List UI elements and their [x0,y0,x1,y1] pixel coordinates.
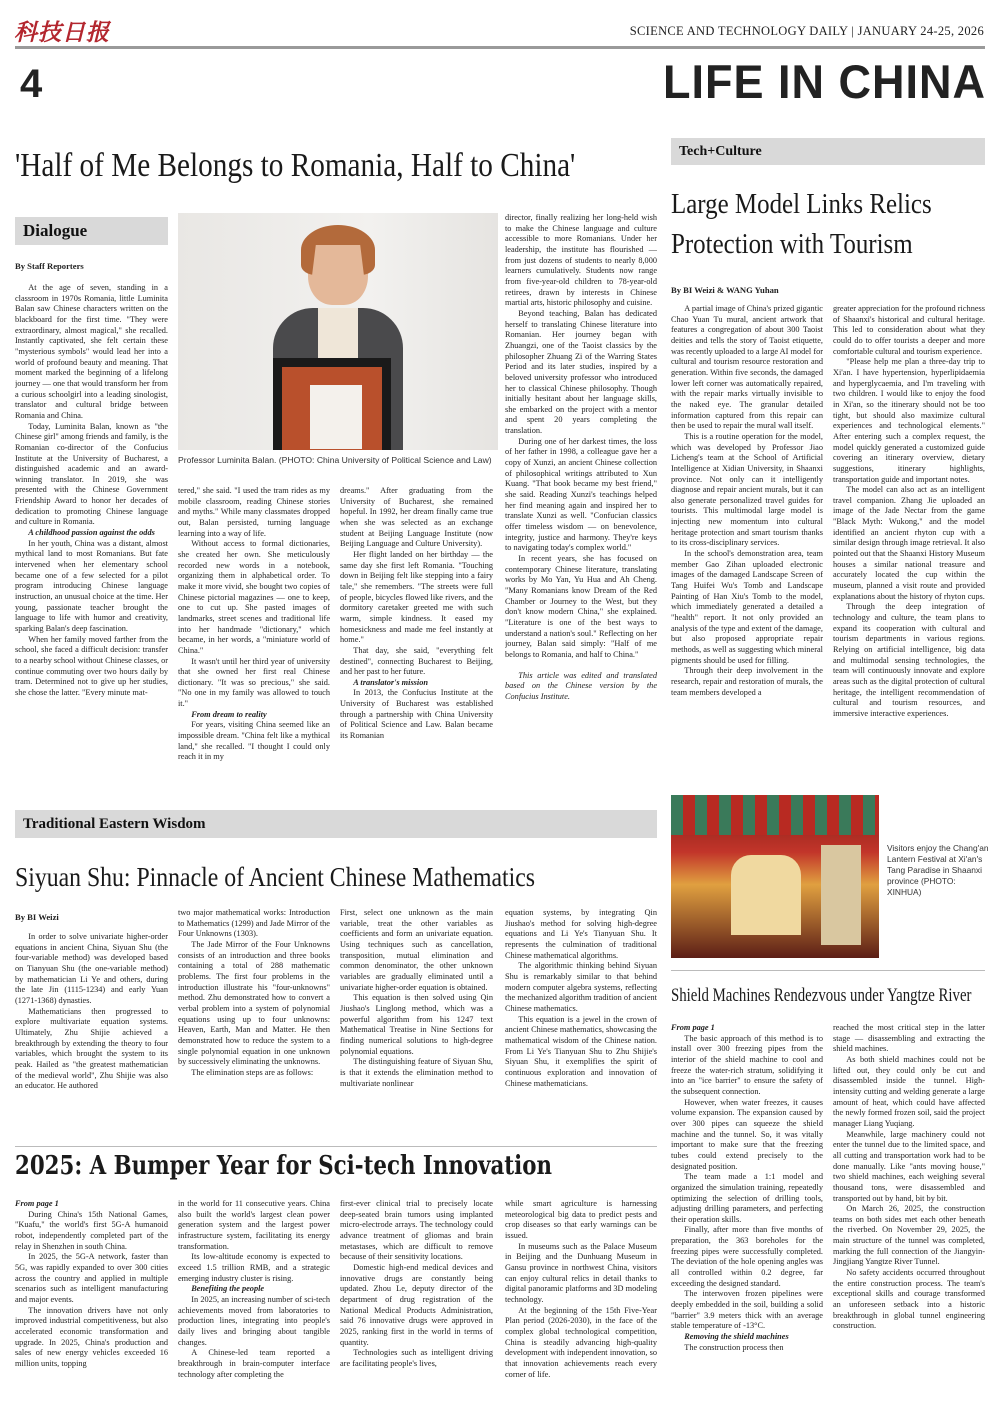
label-traditional-wisdom: Traditional Eastern Wisdom [15,810,657,838]
paragraph: No safety accidents occurred throughout the entire construction process. The team's exceptional skills and courage transformed an unforeseen setback into a historic breakthrough in global tunnel engineering construction. [833,1268,985,1331]
paragraph: "Please help me plan a three-day trip to Xi'an. I have hypertension, hyperlipidaemia and hyperglycaemia, and I'm traveling with two children. I would like to enjoy the food in Xi'an, so the itinerary should not be too tight, but should also maximize cultural experiences and technological elements." After entering such a complex request, the model quickly generated a customized guide covering an itinerary overview, dietary suggestions, itinerary highlights, transportation guide and important notes. [833,357,985,484]
paragraph: In her youth, China was a distant, almost mythical land to most Romanians. But fate intervened when her elementary school became one of a few selected for a pilot program introducing Chinese language instruction, an unusual choice at the time. Her young, passionate teacher brought the language to life with humor and creativity, sparking Balan's deep fascination. [15,538,168,633]
paragraph: Meanwhile, large machinery could not enter the tunnel due to the limited space, and all cutting and transportation work had to be done manually. Like "ants moving house," two shield machines, each weighing several thousand tons, were disassembled and transported out by hand, bit by bit. [833,1129,985,1203]
paragraph: Without access to formal dictionaries, she created her own. She meticulously recorded new words in a notebook, organizing them in alphabetical order. To make it more vivid, she bought two copies of Chinese pictorial magazines — one to keep, one to cut up. She pasted images of landmarks, street scenes and traditional life into her handmade "dictionary," which became, in her words, a "miniature world of China." [178,539,330,655]
paragraph: When her family moved farther from the school, she faced a difficult decision: transfer to a nearby school without Chinese classes, or continue commuting over two hours daily by tram. Determined not to give up her studies, she chose the latter. "Every minute mat- [15,634,168,697]
paragraph: In 2025, an increasing number of sci-tech achievements moved from laboratories to production lines, integrating into people's daily lives and bringing about tangible changes. [178,1294,330,1347]
paragraph: However, when water freezes, it causes volume expansion. The expansion caused by over 300 pipes can squeeze the shield machine and the tunnel. So, it was vitally important to make sure that the freezing tubes could extend precisely to the designated position. [671,1097,823,1171]
paragraph: in the world for 11 consecutive years. China also built the world's largest clean power generation system and the largest power infrastructure system, facilitating its energy transformation. [178,1199,330,1251]
article-column [671,1023,823,1408]
photo-lantern-festival [671,795,879,958]
paragraph: while smart agriculture is harnessing meteorological big data to predict pests and crop diseases so that early warnings can be issued. [505,1199,657,1240]
article-title-bumper: 2025: A Bumper Year for Sci-tech Innovation [15,1151,552,1181]
paragraph: Beyond teaching, Balan has dedicated herself to translating Chinese literature into Romanian. Her journey began with Zhuangzi, one of the Taoist classics by the philosopher Zhuang Zi of the Warring States Period and its later studies, inspired by a beloved university professor who introduced her to classical Chinese philosophy. Though initially hesitant about her language skills, she embarked on the project with a mentor and spent 20 years completing the translation. [505,308,657,436]
subheading: Removing the shield machines [684,1332,789,1342]
paragraph: This is a routine operation for the model, which was developed by Professor Jiao Licheng's team at the School of Artificial Intelligence at Xidian University, in Shaanxi province. Not only can it intelligently diagnose and repair ancient murals, but it can also generate personalized travel guides for tourists. This multimodal large model is injecting new momentum into cultural heritage protection and smart tourism thanks to its cross-disciplinary services. [671,431,823,548]
continued-from: From page 1 [671,1023,715,1032]
paragraph: Through their deep involvement in the research, repair and restoration of murals, the team members developed a [671,666,823,697]
article-title-relics: Large Model Links Relics Protection with Tourism [671,188,932,260]
paragraph: In 2025, the 5G-A network, faster than 5G, was rapidly expanded to over 300 cities across the country and applied in multiple scenarios such as intelligent manufacturing and major events. [15,1252,168,1304]
paragraph: As both shield machines could not be lifted out, they could only be cut and disassembled inside the tunnel. High-intensity cutting and welding generate a large amount of heat, which could have affected the newly formed frozen soil, said the project manager Liang Yuqiang. [833,1054,985,1128]
section-title: LIFE IN CHINA [663,54,986,109]
paragraph: director, finally realizing her long-held wish to make the Chinese language and culture accessible to more Romanians. Under her leadership, the institute has flourished — from just dozens of students to nearly 8,000 learners cumulatively. Students now range from five-year-old children to 78-year-old retirees, drawn by interests in Chinese martial arts, historic philosophy and cuisine. [505,213,657,308]
paragraph: That day, she said, "everything felt destined", connecting Bucharest to Beijing, and her past to her future. [340,645,493,677]
paragraph: The algorithmic thinking behind Siyuan Shu is remarkably similar to that behind modern computer algebra systems, reflecting the mechanized algorithm tradition of ancient Chinese mathematics. [505,961,657,1013]
article-column [505,1199,657,1409]
paragraph: The innovation drivers have not only improved industrial competitiveness, but also accelerated economic transformation and upgrade. In 2025, China's production and sales of new energy vehicles exceeded 16 million units, topping [15,1305,168,1368]
article-column [340,908,493,1142]
paragraph: The distinguishing feature of Siyuan Shu, is that it extends the elimination method to multivariate nonlinear [340,1057,493,1088]
paragraph: Domestic high-end medical devices and innovative drugs are constantly being updated. Zhou Le, deputy director of the department of drug registration of the National Medical Products Administration, said 76 innovative drugs were approved in 2025, ranking first in the world in terms of quantity. [340,1262,493,1347]
paragraph: first-ever clinical trial to precisely locate deep-seated brain tumors using implanted micro-electrode arrays. The technology could advance treatment of gliomas and brain metastases, which are difficult to remove because of their sensitivity locations. [340,1199,493,1262]
paragraph: In the school's demonstration area, team member Gao Zihan uploaded electronic images of the damaged Landscape Screen of Tang Huifei Wu's Tomb and Landscape Painting of Han Xiu's Tomb to the model, which immediately generated a detailed a "health" report. It not only provided an analysis of the type and extent of the damage, but also proposed appropriate repair methods, as well as suggesting which mineral pigments should be used for filling. [671,549,823,665]
photo-caption-lantern: Visitors enjoy the Chang'an Lantern Festival at Xi'an's Tang Paradise in Shaanxi province (PHOTO: XINHUA) [887,843,989,897]
paragraph: This equation is then solved using Qin Jiushao's Linglong method, which was a powerful algorithm from his 1247 text Mathematical Treatise in Nine Sections for finding numerical solutions to high-degree polynomial equations. [340,993,493,1056]
paragraph: two major mathematical works: Introduction to Mathematics (1299) and Jade Mirror of the Four Unknowns (1303). [178,908,330,939]
page-number: 4 [20,62,43,106]
paragraph: On March 26, 2025, the construction teams on both sides met each other beneath the riverbed. On November 29, 2025, the main structure of the tunnel was completed, marking the full connection of the Jiangyin-Jingjiang Yangtze River Tunnel. [833,1204,985,1267]
paragraph: First, select one unknown as the main variable, treat the other variables as coefficients and form an univariate equation. Using techniques such as cancellation, transposition, mutual elimination and common denominator, the other unknown variables are gradually eliminated until a univariate higher-order equation is obtained. [340,908,493,992]
article-column [671,304,823,794]
subheading: A childhood passion against the odds [28,528,155,538]
byline-romania: By Staff Reporters [15,261,84,271]
paragraph: The Jade Mirror of the Four Unknowns consists of an introduction and three books containing a total of 288 mathematic problems. The first four problems in the introduction illustrate his "four-unknowns" method. Zhu demonstrated how to convert a verbal problem into a system of polynomial equations using up to four unknowns: Heaven, Earth, Man and Matter. He then demonstrated how to reduce the system to a single polynomial equation in one unknown by successively eliminating the unknowns. [178,939,330,1067]
paragraph: equation systems, by integrating Qin Jiushao's method for solving high-degree equations and Li Ye's Tianyuan Shu. It represents the culmination of traditional Chinese mathematical algorithms. [505,908,657,960]
paragraph: The model can also act as an intelligent travel companion. Zhang Jie uploaded an image of the Jade Nectar from the game "Black Myth: Wukong," and the model identified an ancient rhyton cup with a similar design through image retrieval. It also pointed out that the Shaanxi History Museum houses a similar national treasure and accurately located the cup within the museum, planned a visit route and provided explanations about the history of rhyton cups. [833,485,985,601]
article-column [340,486,493,791]
paragraph: In order to solve univariate higher-order equations in ancient China, Siyuan Shu (the four-variable method) was developed based on Tianyuan Shu (the one-variable method) by mathematician Li Ye and others, during the late Jin (1115-1234) and early Yuan (1271-1368) dynasties. [15,932,168,1005]
article-title-romania: 'Half of Me Belongs to Romania, Half to China' [15,147,576,184]
section-divider [671,970,985,971]
continued-from: From page 1 [15,1199,59,1208]
article-column [15,1199,168,1409]
article-column [178,486,330,791]
label-tech-culture: Tech+Culture [671,138,985,165]
article-column [15,932,168,1142]
paragraph: Her flight landed on her birthday — the same day she first left Romania. "Touching down in Beijing felt like stepping into a fairy tale," she remembers. "The streets were full of people, bicycles flowed like rivers, and the dormitory caretaker greeted me with such warm, simple kindness. It eased my homesickness and made me feel instantly at home." [340,549,493,645]
article-column [178,1199,330,1409]
paragraph: dreams." After graduating from the University of Bucharest, she remained hopeful. In 1992, her dream finally came true when she was selected as an exchange student at Beijing Language Institute (now Beijing Language and Culture University). [340,486,493,549]
paragraph: Technologies such as intelligent driving are facilitating people's lives, [340,1348,493,1368]
photo-luminita-balan [178,213,498,450]
article-column [505,908,657,1142]
paragraph: The interwoven frozen pipelines were deeply embedded in the soil, building a solid "barrier" 3.9 meters thick with an average stable temperature of -13°C. [671,1289,823,1331]
paragraph: reached the most critical step in the latter stage — disassembling and extracting the shield machines. [833,1023,985,1054]
paragraph: A partial image of China's prized gigantic Chao Yuan Tu mural, ancient artwork that features a congregation of about 300 Taoist deities and tells the story of Taoist etiquette, was recently uploaded to a large AI model for cultural and tourism resource restoration and generation. Within five seconds, the damaged lower left corner was automatically repaired, with the repair marks virtually invisible to the naked eye. The granular detailed information captured from this repair can then be used to repair the mural wall itself. [671,304,823,431]
paragraph: The team made a 1:1 model and organized the simulation training, repeatedly optimizing the selection of drilling tools, adjusting drilling parameters, and perfecting their operation skills. [671,1172,823,1224]
paragraph: During one of her darkest times, the loss of her father in 1998, a colleague gave her a copy of Xunzi, an ancient Chinese collection of philosophical writings attributed to Xun Kuang. "That book became my best friend," she said. Reading Xunzi's teachings helped her find meaning again and inspired her to translate Xunzi as well. "Confucian classics offer timeless wisdom — on benevolence, integrity, justice and harmony. They're keys to navigating today's complex world." [505,436,657,553]
article-title-shield: Shield Machines Rendezvous under Yangtze River [671,985,972,1006]
subheading: Benefiting the people [191,1284,265,1294]
article-title-siyuan: Siyuan Shu: Pinnacle of Ancient Chinese Mathematics [15,862,535,892]
paragraph: Through the deep integration of technology and culture, the team plans to expand its cooperation with cultural and tourism departments in various regions. Relying on artificial intelligence, big data and multimodal sensing technologies, the team will continuously innovate and explore areas such as the digital protection of cultural heritage, the intelligent recommendation of cultural and tourism resources, and immersive interactive experiences. [833,602,985,718]
paragraph: A Chinese-led team reported a breakthrough in brain-computer interface technology after completing the [178,1348,330,1379]
paragraph: greater appreciation for the profound richness of Shaanxi's historical and cultural heritage. This led to consideration about what they could do to offer tourists a deeper and more comfortable cultural and tourism experience. [833,304,985,356]
paragraph: In 2013, the Confucius Institute at the University of Bucharest was established through a partnership with China University of Political Science and Law. Balan became its Romanian [340,688,493,741]
article-column [178,908,330,1142]
subheading: From dream to reality [191,709,267,719]
byline-relics: By BI Weizi & WANG Yuhan [671,285,779,295]
paragraph: The basic approach of this method is to install over 300 freezing pipes from the interior of the shield machine to cool and freeze the water-rich stratum, solidifying it into an "ice barrier" to ensure the safety of the subsequent connection. [671,1033,823,1096]
paragraph: Its low-altitude economy is expected to exceed 1.5 trillion RMB, and a strategic emerging industry cluster is rising. [178,1252,330,1283]
paragraph: This equation is a jewel in the crown of ancient Chinese mathematics, showcasing the mathematical wisdom of the Chinese nation. From Li Ye's Tianyuan Shu to Zhu Shijie's Siyuan Shu, it exemplifies the spirit of continuous exploration and innovation of Chinese mathematicians. [505,1014,657,1088]
editor-note: This article was edited and translated based on the Chinese version by the Confucius Institute. [505,670,657,701]
byline-siyuan: By BI Weizi [15,912,59,922]
label-dialogue: Dialogue [15,217,168,245]
article-column [15,283,168,791]
paragraph: Finally, after more than five months of preparation, the 363 boreholes for the freezing pipes were successfully completed. The deviation of the hole opening angles was all controlled within 0.2 degree, far exceeding the designed standard. [671,1225,823,1288]
paragraph: In museums such as the Palace Museum in Beijing and the Dunhuang Museum in Gansu province in northwest China, visitors can enjoy cultural relics in detail thanks to digital panoramic platforms and 3D modeling technology. [505,1241,657,1304]
photo-caption-romania: Professor Luminita Balan. (PHOTO: China University of Political Science and Law) [178,455,492,465]
paragraph: In recent years, she has focused on contemporary Chinese literature, translating works by Mo Yan, Yu Hua and Ah Cheng. "Many Romanians know Dream of the Red Chamber or Journey to the West, but they don't know modern China," she explained. "Literature is one of the best ways to understand a nation's soul." Reflecting on her journey, Balan said simply: "Half of me belongs to Romania, and half to China." [505,554,657,659]
masthead-rule [15,46,985,49]
paragraph: The construction process then [684,1342,784,1352]
article-column [833,1023,985,1408]
masthead-date: SCIENCE AND TECHNOLOGY DAILY | JANUARY 24-25, 2026 [629,24,984,38]
paragraph: At the beginning of the 15th Five-Year Plan period (2026-2030), in the face of the complex global technological competition, China is steadily advancing high-quality development with independent innovation, so that innovation achievements reach every corner of life. [505,1305,657,1379]
paragraph: It wasn't until her third year of university that she owned her first real Chinese dictionary. "It was so precious," she said. "No one in my family was allowed to touch it." [178,656,330,709]
article-column [833,304,985,794]
section-divider [15,1146,657,1147]
paragraph: Mathematicians then progressed to explore multivariate equation systems. Ultimately, Zhu Shijie achieved a breakthrough by extending the theory to four variables, which brought the system to its peak. Hailed as "the greatest mathematician of the medieval world", Zhu Shijie was also an educator. He authored [15,1006,168,1091]
paragraph: At the age of seven, standing in a classroom in 1970s Romania, little Luminita Balan saw Chinese characters written on the blackboard for the first time. "They were extraordinary, almost magical," she recalled. Instantly captivated, she felt certain these "mysterious symbols" would lead her into a world of profound beauty and meaning. That moment marked the beginning of a lifelong journey — one that would transform her from a curious schoolgirl into a leading sinologist, translator and cultural bridge between Romania and China. [15,283,168,420]
paragraph: During China's 15th National Games, "Kuafu," the world's first 5G-A humanoid robot, independently completed part of the relay in Shenzhen in south China. [15,1209,168,1251]
paragraph: Today, Luminita Balan, known as "the Chinese girl" among friends and family, is the Romanian co-director of the Confucius Institute at the University of Bucharest, a distinguished academic and an award-winning translator. In 2019, she was presented with the Chinese Government Friendship Award to honor her decades of dedication to promoting Chinese language and culture in Romania. [15,421,168,527]
article-column [340,1199,493,1409]
newspaper-logo: 科技日报 [14,19,110,46]
article-column [505,213,657,798]
paragraph: The elimination steps are as follows: [191,1067,314,1077]
paragraph: tered," she said. "I used the tram rides as my mobile classroom, reading Chinese stories and myths." While many classmates dropped out, Balan persisted, turning language learning into a way of life. [178,486,330,538]
subheading: A translator's mission [353,677,428,687]
paragraph: For years, visiting China seemed like an impossible dream. "China felt like a mythical land," she recalled. "I thought I could only reach it in my [178,720,330,762]
